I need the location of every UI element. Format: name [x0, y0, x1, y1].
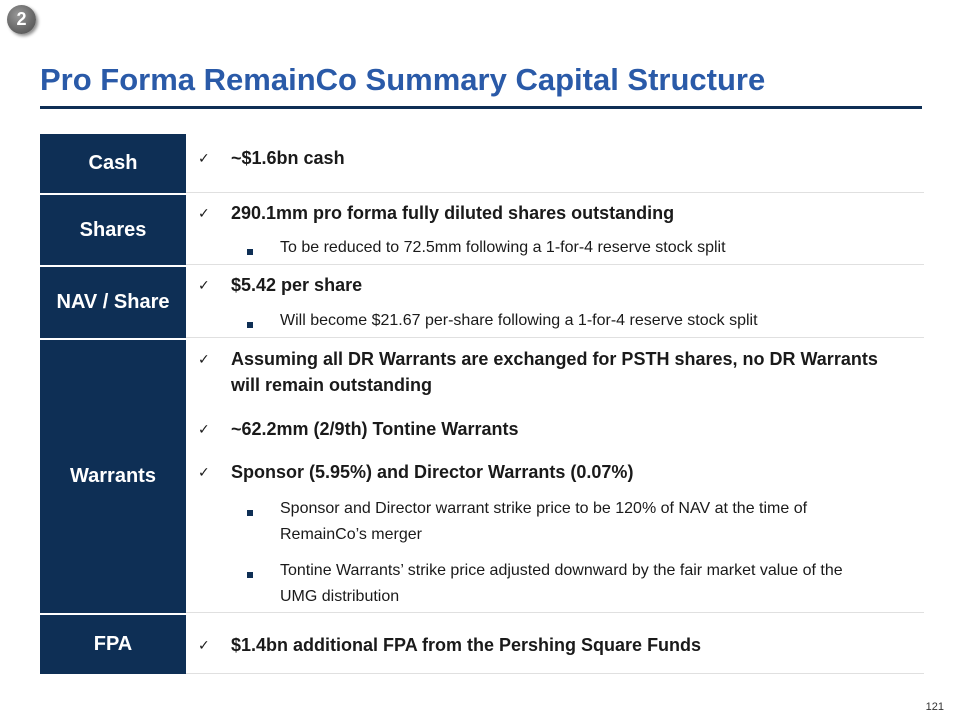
bullet-text: ~62.2mm (2/9th) Tontine Warrants — [231, 419, 519, 439]
sub-bullet-text: Sponsor and Director warrant strike price to be 120% of NAV at the time of RemainCo’s merger — [280, 500, 808, 543]
checkmark-icon: ✓ — [198, 352, 210, 368]
checkmark-icon: ✓ — [198, 422, 210, 438]
row-label-shares: Shares — [40, 195, 186, 265]
bullet-text: $5.42 per share — [231, 275, 363, 295]
checkmark-icon: ✓ — [198, 278, 210, 294]
bullet-text: 290.1mm pro forma fully diluted shares outstanding — [231, 203, 675, 223]
sub-bullet-text: Will become $21.67 per-share following a 1-for-4 reserve stock split — [280, 312, 758, 329]
bullet-text: Sponsor (5.95%) and Director Warrants (0.07%) — [231, 462, 634, 482]
row-warrants — [40, 340, 924, 613]
square-bullet-icon — [247, 572, 253, 578]
square-bullet-icon — [247, 322, 253, 328]
title-rule — [40, 106, 922, 109]
row-content-shares — [186, 195, 924, 265]
checkmark-icon: ✓ — [198, 638, 210, 654]
row-label-fpa: FPA — [40, 615, 186, 674]
sub-bullet-text: Tontine Warrants’ strike price adjusted downward by the fair market value of the UMG distribution — [280, 562, 843, 605]
square-bullet-icon — [247, 249, 253, 255]
row-cash — [40, 134, 924, 193]
checkmark-icon: ✓ — [198, 151, 210, 167]
section-badge: 2 — [7, 5, 36, 34]
row-content-cash — [186, 134, 924, 193]
row-nav-share — [40, 267, 924, 338]
page-title: Pro Forma RemainCo Summary Capital Structure — [40, 62, 766, 97]
row-label-nav-share: NAV / Share — [40, 267, 186, 338]
sub-bullet-text: To be reduced to 72.5mm following a 1-for-4 reserve stock split — [280, 239, 726, 256]
row-content-warrants — [186, 340, 924, 613]
bullet-text: $1.4bn additional FPA from the Pershing Square Funds — [231, 635, 702, 655]
row-shares — [40, 195, 924, 265]
bullet-text: Assuming all DR Warrants are exchanged for PSTH shares, no DR Warrants will remain outstanding — [231, 349, 878, 395]
checkmark-icon: ✓ — [198, 465, 210, 481]
bullet-text: ~$1.6bn cash — [231, 148, 345, 168]
page-number: 121 — [925, 701, 944, 713]
row-label-cash: Cash — [40, 134, 186, 193]
row-content-nav-share — [186, 267, 924, 338]
row-content-fpa — [186, 615, 924, 674]
row-label-warrants: Warrants — [40, 340, 186, 613]
square-bullet-icon — [247, 510, 253, 516]
row-fpa — [40, 615, 924, 674]
checkmark-icon: ✓ — [198, 206, 210, 222]
